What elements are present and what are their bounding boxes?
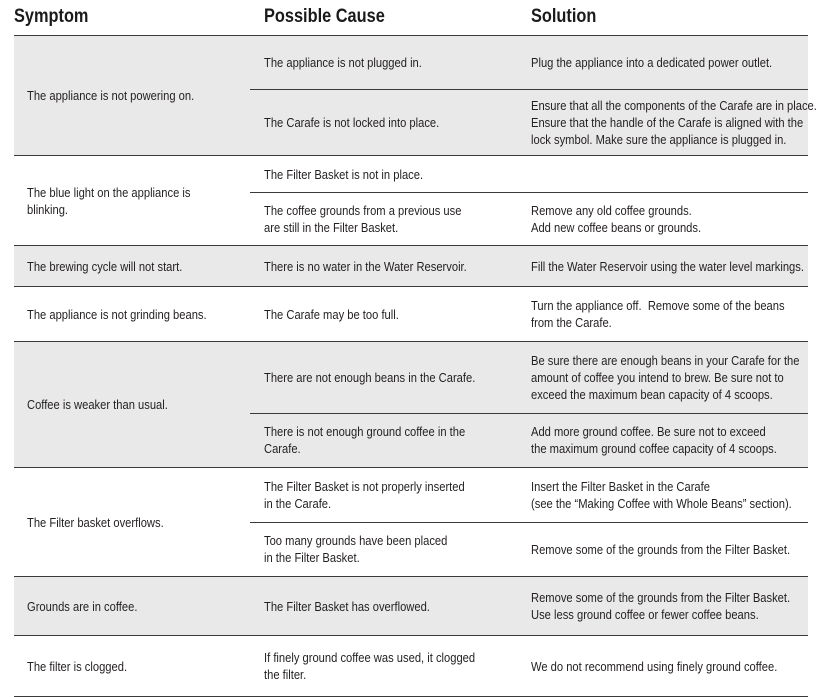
cause-cell xyxy=(264,89,526,155)
solution-cell xyxy=(531,468,806,522)
solution-text: Remove some of the grounds from the Filter Basket. Use less ground coffee or fewer coffee beans. xyxy=(531,590,791,622)
cause-text: Too many grounds have been placed in the Filter Basket. xyxy=(264,533,448,565)
symptom-group xyxy=(14,286,808,341)
cause-text: The Filter Basket is not in place. xyxy=(264,166,424,182)
symptom-group xyxy=(14,155,808,245)
solution-text: Turn the appliance off. Remove some of the beans from the Carafe. xyxy=(531,298,785,330)
cause-text: The appliance is not plugged in. xyxy=(264,55,422,70)
solution-text: We do not recommend using finely ground coffee. xyxy=(531,658,778,674)
cause-text: The Filter Basket has overflowed. xyxy=(264,598,430,614)
solution-cell xyxy=(531,287,806,341)
cause-cell xyxy=(264,156,526,192)
symptom-text: The appliance is not powering on. xyxy=(27,88,195,103)
solution-cell xyxy=(531,413,806,467)
symptom-text: The Filter basket overflows. xyxy=(27,514,164,530)
troubleshooting-table xyxy=(14,35,817,697)
solution-cell xyxy=(531,89,817,155)
cause-row xyxy=(14,413,808,467)
cause-cell xyxy=(264,468,526,522)
symptom-text: The filter is clogged. xyxy=(27,658,128,674)
cause-row xyxy=(14,246,808,286)
cause-text: There is not enough ground coffee in the Carafe. xyxy=(264,424,466,456)
solution-cell xyxy=(531,636,806,696)
solution-cell xyxy=(531,36,806,89)
cause-row xyxy=(14,577,808,635)
solution-text: Be sure there are enough beans in your Carafe for the amount of coffee you intend to brew. Be sure not to exceed the maximum bean capacity of 4 scoops. xyxy=(531,353,800,402)
cause-text: The coffee grounds from a previous use are still in the Filter Basket. xyxy=(264,202,462,235)
symptom-text: The appliance is not grinding beans. xyxy=(27,306,207,322)
symptom-group xyxy=(14,576,808,635)
cause-row xyxy=(14,468,808,522)
solution-cell xyxy=(531,156,806,192)
cause-row xyxy=(14,192,808,245)
solution-cell xyxy=(531,342,806,413)
cause-cell xyxy=(264,577,526,635)
solution-text: Remove any old coffee grounds. Add new coffee beans or grounds. xyxy=(531,202,702,235)
symptom-text: Grounds are in coffee. xyxy=(27,598,138,614)
cause-text: There are not enough beans in the Carafe. xyxy=(264,370,476,385)
solution-text: Add more ground coffee. Be sure not to exceed the maximum ground coffee capacity of 4 scoops. xyxy=(531,424,777,456)
cause-text: The Carafe may be too full. xyxy=(264,306,399,322)
cause-cell xyxy=(264,522,526,576)
cause-row xyxy=(14,89,817,155)
cause-text: If finely ground coffee was used, it clogged the filter. xyxy=(264,650,476,682)
solution-cell xyxy=(531,577,806,635)
cause-cell xyxy=(264,636,526,696)
solution-text: Insert the Filter Basket in the Carafe (see the “Making Coffee with Whole Beans” section). xyxy=(531,479,792,511)
cause-cell xyxy=(264,287,526,341)
cause-text: There is no water in the Water Reservoir. xyxy=(264,258,467,274)
cause-row xyxy=(14,156,808,192)
solution-cell xyxy=(531,192,806,245)
header-symptom: Symptom xyxy=(14,6,89,27)
solution-cell xyxy=(531,522,806,576)
symptom-group xyxy=(14,35,817,155)
cause-row xyxy=(14,342,808,413)
cause-cell xyxy=(264,36,526,89)
solution-text: Fill the Water Reservoir using the water level markings. xyxy=(531,258,804,274)
symptom-group xyxy=(14,341,808,467)
cause-row xyxy=(14,636,808,696)
header-solution: Solution xyxy=(531,6,597,27)
cause-cell xyxy=(264,413,526,467)
symptom-group xyxy=(14,635,808,697)
symptom-group xyxy=(14,467,808,576)
solution-text: Plug the appliance into a dedicated power outlet. xyxy=(531,55,773,70)
solution-text: Remove some of the grounds from the Filter Basket. xyxy=(531,541,791,557)
cause-row xyxy=(14,287,808,341)
solution-cell xyxy=(531,246,806,286)
cause-cell xyxy=(264,342,526,413)
cause-row xyxy=(14,522,808,576)
symptom-group xyxy=(14,245,808,286)
cause-text: The Filter Basket is not properly inserted in the Carafe. xyxy=(264,479,465,511)
header-possible-cause: Possible Cause xyxy=(264,6,385,27)
symptom-text: The brewing cycle will not start. xyxy=(27,258,183,274)
cause-cell xyxy=(264,246,526,286)
symptom-text: The blue light on the appliance is blinking. xyxy=(27,184,191,217)
solution-text: Ensure that all the components of the Carafe are in place. Ensure that the handle of the Carafe is aligned with the lock symbol. Make sure the appliance is plugged in. xyxy=(531,97,817,147)
cause-cell xyxy=(264,192,526,245)
cause-row xyxy=(14,36,808,89)
cause-text: The Carafe is not locked into place. xyxy=(264,114,440,130)
symptom-text: Coffee is weaker than usual. xyxy=(27,397,168,412)
